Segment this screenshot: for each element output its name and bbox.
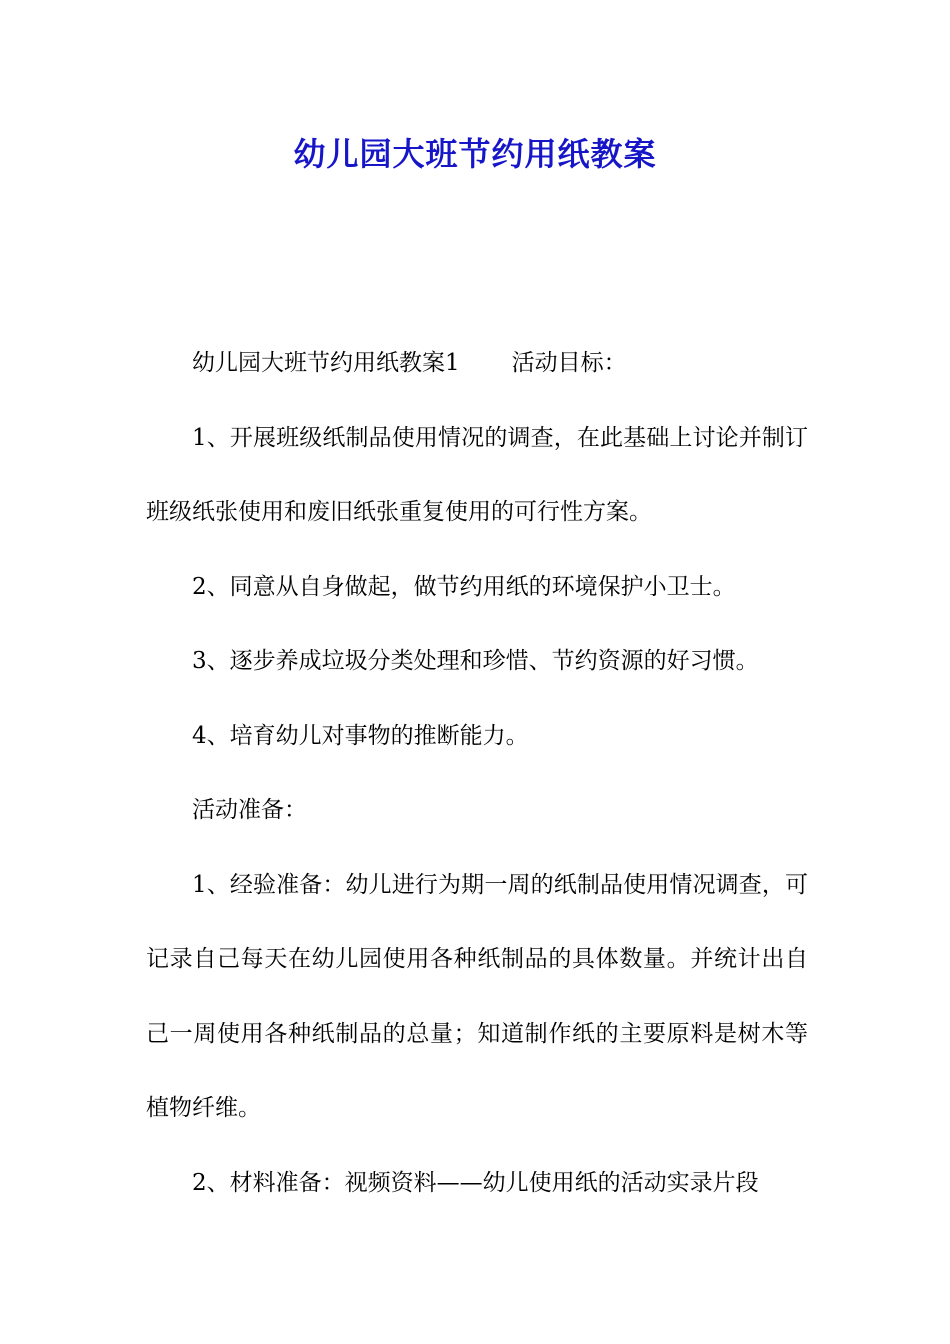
paragraph: 2、材料准备：视频资料——幼儿使用纸的活动实录片段 <box>192 1169 759 1196</box>
paragraph: 4、培育幼儿对事物的推断能力。 <box>192 722 529 749</box>
paragraph: 1、经验准备：幼儿进行为期一周的纸制品使用情况调查，可记录自己每天在幼儿园使用各种纸制品的具体数量。并统计出自己一周使用各种纸制品的总量；知道制作纸的主要原料是树木等植物纤维。 <box>146 871 808 1121</box>
section-heading: 活动准备： <box>192 797 307 823</box>
paragraph: 2、同意从自身做起，做节约用纸的环境保护小卫士。 <box>192 573 736 600</box>
document-title: 幼儿园大班节约用纸教案 <box>293 135 657 173</box>
paragraph-heading <box>146 326 808 401</box>
document-body <box>146 326 808 1220</box>
paragraph: 1、开展班级纸制品使用情况的调查，在此基础上讨论并制订班级纸张使用和废旧纸张重复使用的可行性方案。 <box>146 424 808 525</box>
activity-goals-heading: 活动目标： <box>511 350 627 376</box>
paragraph: 3、逐步养成垃圾分类处理和珍惜、节约资源的好习惯。 <box>192 648 759 674</box>
lesson-plan-heading: 幼儿园大班节约用纸教案1 <box>192 350 460 376</box>
